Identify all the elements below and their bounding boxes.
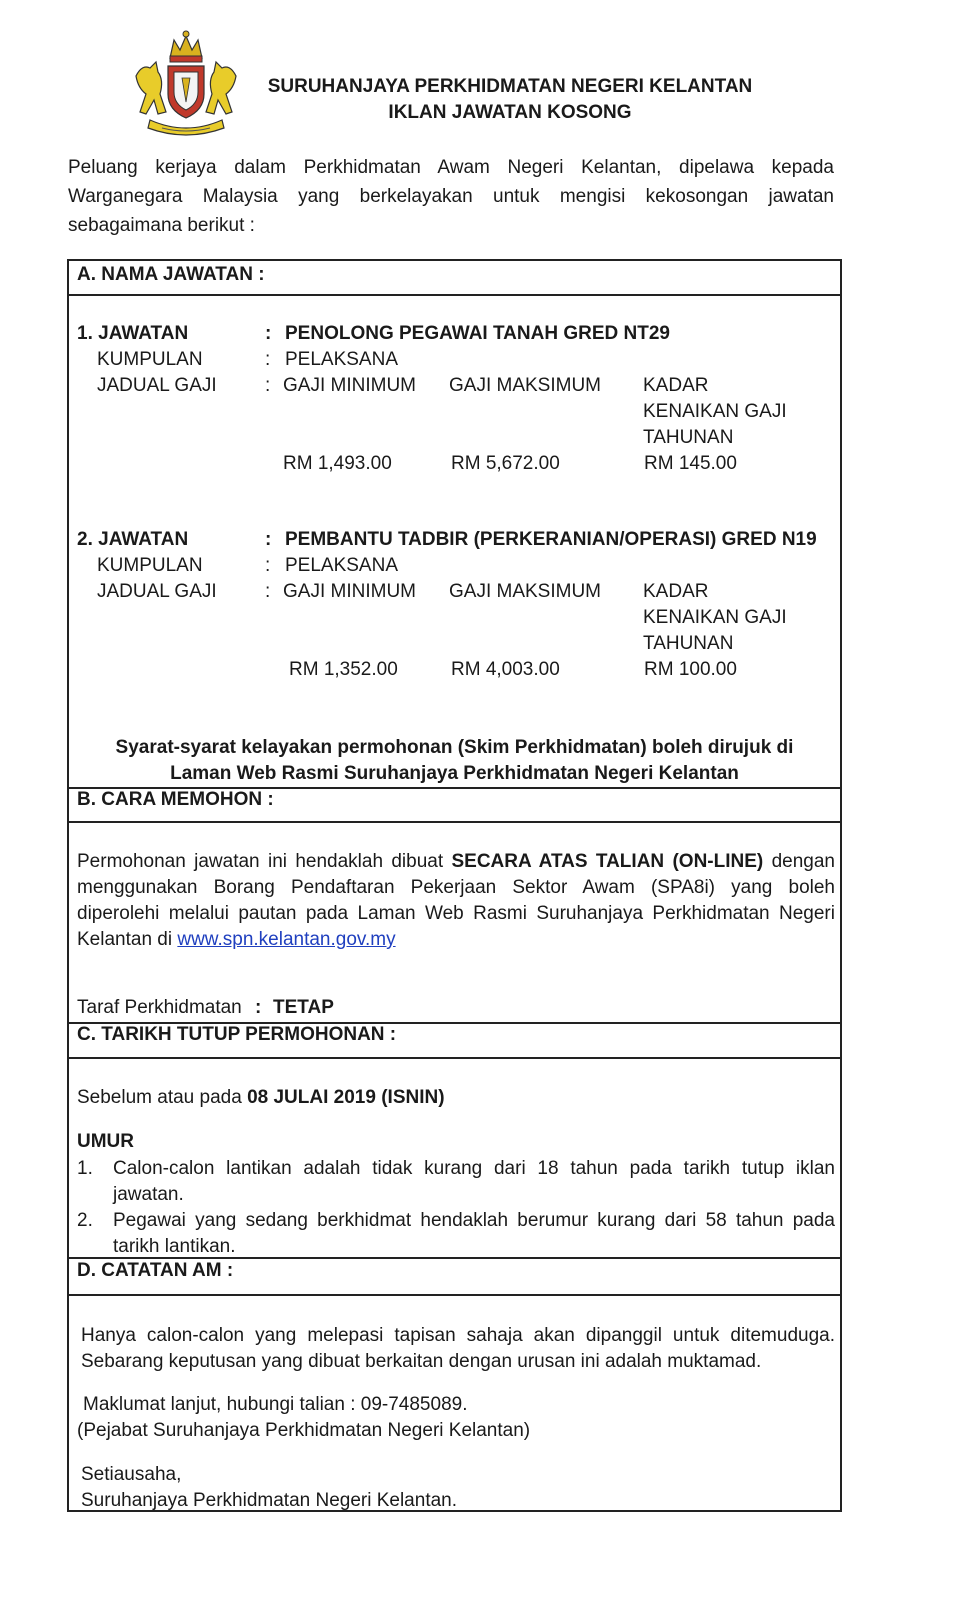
colon: :: [255, 997, 262, 1018]
taraf-label: Taraf Perkhidmatan: [77, 997, 242, 1018]
contact-line-1: Maklumat lanjut, hubungi talian : 09-7485089.: [83, 1394, 468, 1415]
para-text: Permohonan jawatan ini hendaklah dibuat: [77, 851, 452, 872]
job-1-jawatan-value: PENOLONG PEGAWAI TANAH GRED NT29: [285, 323, 670, 344]
closing-date-prefix: Sebelum atau pada: [77, 1087, 248, 1108]
closing-date: [77, 1087, 445, 1109]
job-2-jawatan-value: PEMBANTU TADBIR (PERKERANIAN/OPERASI) GRED N19: [285, 529, 817, 550]
online-emphasis: SECARA ATAS TALIAN (ON-LINE): [451, 851, 764, 872]
qualification-note-line-1: Syarat-syarat kelayakan permohonan (Skim Perkhidmatan) boleh dirujuk di: [115, 737, 794, 758]
job-2-jawatan-label: 2. JAWATAN: [77, 529, 189, 550]
colon: :: [265, 529, 272, 550]
qualification-note-line-2: Laman Web Rasmi Suruhanjaya Perkhidmatan Negeri Kelantan: [170, 763, 739, 784]
list-item: [77, 1156, 835, 1208]
umur-title: UMUR: [77, 1131, 134, 1152]
vacancy-box: [67, 259, 842, 1512]
job-1-col-kadar-2: KENAIKAN GAJI: [643, 401, 787, 422]
job-1-col-max: GAJI MAKSIMUM: [449, 375, 602, 396]
divider: [69, 1294, 840, 1296]
list-text: Calon-calon lantikan adalah tidak kurang dari 18 tahun pada tarikh tutup iklan jawatan.: [113, 1158, 835, 1205]
taraf-value: TETAP: [273, 997, 334, 1018]
list-item: [77, 1208, 835, 1260]
job-1-kadar-value: RM 145.00: [644, 453, 737, 474]
job-2-col-kadar-3: TAHUNAN: [643, 633, 734, 654]
signature-line-1: Setiausaha,: [81, 1464, 182, 1485]
closing-date-value: 08 JULAI 2019 (ISNIN): [247, 1087, 445, 1108]
job-1-kumpulan-value: PELAKSANA: [285, 349, 398, 370]
kelantan-state-crest-icon: [130, 28, 242, 140]
job-2-col-kadar-2: KENAIKAN GAJI: [643, 607, 787, 628]
divider: [69, 294, 840, 296]
job-1-min-value: RM 1,493.00: [283, 453, 392, 474]
job-2-col-kadar-1: KADAR: [643, 581, 709, 602]
section-a-title: A. NAMA JAWATAN :: [77, 264, 265, 285]
job-1-col-kadar-3: TAHUNAN: [643, 427, 734, 448]
general-notes-paragraph: Hanya calon-calon yang melepasi tapisan sahaja akan dipanggil untuk ditemuduga. Sebarang keputusan yang dibuat berkaitan dengan urusan ini adalah muktamad.: [81, 1325, 835, 1372]
section-b-title: B. CARA MEMOHON :: [77, 789, 274, 810]
list-number: 2.: [77, 1210, 93, 1231]
colon: :: [265, 323, 272, 344]
job-1-jawatan-label: 1. JAWATAN: [77, 323, 189, 344]
job-1-max-value: RM 5,672.00: [451, 453, 560, 474]
list-text: Pegawai yang sedang berkhidmat hendaklah berumur kurang dari 58 tahun pada tarikh lantikan.: [113, 1210, 835, 1257]
signature-line-2: Suruhanjaya Perkhidmatan Negeri Kelantan.: [81, 1490, 458, 1511]
colon: :: [265, 349, 271, 370]
intro-paragraph: Peluang kerjaya dalam Perkhidmatan Awam Negeri Kelantan, dipelawa kepada Warganegara Malaysia yang berkelayakan untuk mengisi kekosongan jawatan sebagaimana berikut :: [68, 157, 834, 236]
divider: [69, 1257, 840, 1259]
contact-line-2: (Pejabat Suruhanjaya Perkhidmatan Negeri Kelantan): [77, 1420, 531, 1441]
colon: :: [265, 375, 271, 396]
job-1-col-kadar-1: KADAR: [643, 375, 709, 396]
job-1-jadual-label: JADUAL GAJI: [97, 375, 217, 396]
job-1-kumpulan-label: KUMPULAN: [97, 349, 203, 370]
section-d-title: D. CATATAN AM :: [77, 1260, 234, 1281]
divider: [69, 1057, 840, 1059]
website-link[interactable]: www.spn.kelantan.gov.my: [177, 929, 396, 950]
job-2-col-min: GAJI MINIMUM: [283, 581, 416, 602]
job-2-jadual-label: JADUAL GAJI: [97, 581, 217, 602]
job-2-max-value: RM 4,003.00: [451, 659, 560, 680]
section-c-title: C. TARIKH TUTUP PERMOHONAN :: [77, 1024, 397, 1045]
application-method-paragraph: [77, 849, 835, 953]
para-text: dengan menggunakan Borang Pendaftaran Pekerjaan Sektor Awam (SPA8i) yang boleh diperolehi melalui pautan pada Laman Web Rasmi Suruhanjaya Perkhidmatan Negeri Kelantan di: [77, 851, 835, 950]
header-line-2: IKLAN JAWATAN KOSONG: [388, 102, 632, 123]
job-2-kadar-value: RM 100.00: [644, 659, 737, 680]
job-2-col-max: GAJI MAKSIMUM: [449, 581, 602, 602]
colon: :: [265, 555, 271, 576]
divider: [69, 821, 840, 823]
list-number: 1.: [77, 1158, 93, 1179]
page-title: [255, 74, 765, 126]
job-2-min-value: RM 1,352.00: [289, 659, 398, 680]
header-line-1: SURUHANJAYA PERKHIDMATAN NEGERI KELANTAN: [267, 76, 753, 97]
job-2-kumpulan-label: KUMPULAN: [97, 555, 203, 576]
job-1-col-min: GAJI MINIMUM: [283, 375, 416, 396]
job-2-kumpulan-value: PELAKSANA: [285, 555, 398, 576]
colon: :: [265, 581, 271, 602]
